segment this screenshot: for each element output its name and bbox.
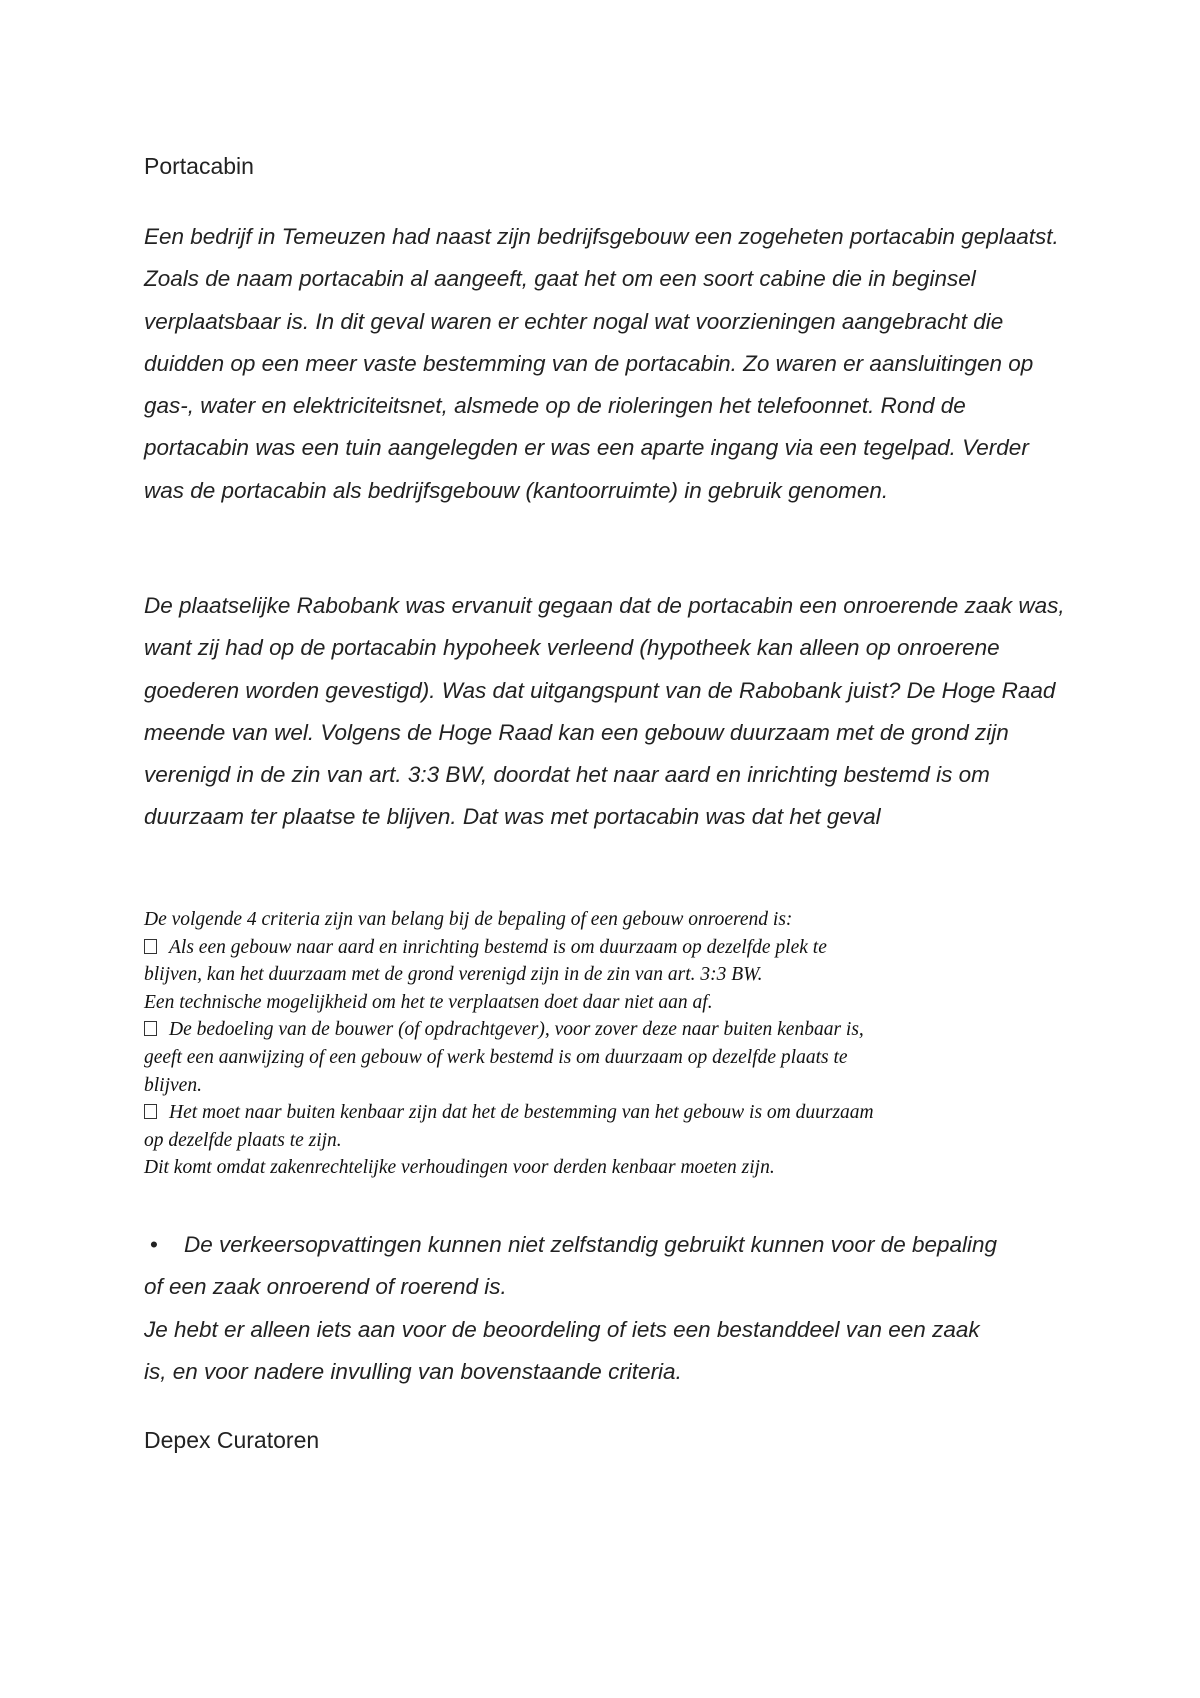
criteria-item-3-cont: Dit komt omdat zakenrechtelijke verhoudingen voor derden kenbaar moeten zijn. <box>144 1157 775 1179</box>
criteria-item-3: Het moet naar buiten kenbaar zijn dat het de bestemming van het gebouw is om duurzaam <box>144 1099 1074 1127</box>
bullet-item: • De verkeersopvattingen kunnen niet zelfstandig gebruikt kunnen voor de bepaling <box>144 1224 1074 1266</box>
criteria-item-1-cont: blijven, kan het duurzaam met de grond verenigd zijn in de zin van art. 3:3 BW. <box>144 964 763 986</box>
bullet-item-cont: is, en voor nadere invulling van bovenstaande criteria. <box>144 1358 682 1384</box>
checkbox-glyph-icon <box>144 939 157 954</box>
bullet-block <box>144 1224 1074 1393</box>
criteria-intro: De volgende 4 criteria zijn van belang bij de bepaling of een gebouw onroerend is: <box>144 909 793 930</box>
bullet-item-cont: Je hebt er alleen iets aan voor de beoordeling of iets een bestanddeel van een zaak <box>144 1316 980 1342</box>
checkbox-glyph-icon <box>144 1021 157 1036</box>
criteria-item-2: De bedoeling van de bouwer (of opdrachtgever), voor zover deze naar buiten kenbaar is, <box>144 1016 1074 1044</box>
signature: Depex Curatoren <box>144 1427 320 1453</box>
criteria-item-3-cont: op dezelfde plaats te zijn. <box>144 1129 342 1151</box>
checkbox-glyph-icon <box>144 1104 157 1119</box>
bullet-icon: • <box>150 1232 158 1257</box>
bullet-item-cont: of een zaak onroerend of roerend is. <box>144 1274 507 1300</box>
paragraph-rabobank-ruling: De plaatselijke Rabobank was ervanuit gegaan dat de portacabin een onroerende zaak was, want zij had op de portacabin hypoheek verleend (hypotheek kan alleen op onroerene goederen worden gevestigd). Was dat uitgangspunt van de Rabobank juist? De Hoge Raad meende van wel. Volgens de Hoge Raad kan een gebouw duurzaam met de grond zijn verenigd in de zin van art. 3:3 BW, doordat het naar aard en inrichting bestemd is om duurzaam ter plaatse te blijven. Dat was met portacabin was dat het geval <box>144 593 1065 830</box>
criteria-item-2-cont: geeft een aanwijzing of een gebouw of werk bestemd is om duurzaam op dezelfde plaats te <box>144 1046 848 1068</box>
criteria-item-1-cont: Een technische mogelijkheid om het te verplaatsen doet daar niet aan af. <box>144 991 713 1013</box>
criteria-item-1: Als een gebouw naar aard en inrichting bestemd is om duurzaam op dezelfde plek te <box>144 934 1074 962</box>
criteria-block <box>144 906 1074 1182</box>
criteria-item-2-cont: blijven. <box>144 1074 202 1096</box>
document-title: Portacabin <box>144 153 254 179</box>
paragraph-portacabin-description: Een bedrijf in Temeuzen had naast zijn bedrijfsgebouw een zogeheten portacabin geplaatst. Zoals de naam portacabin al aangeeft, gaat het om een soort cabine die in beginsel verplaatsbaar is. In dit geval waren er echter nogal wat voorzieningen aangebracht die duidden op een meer vaste bestemming van de portacabin. Zo waren er aansluitingen op gas-, water en elektriciteitsnet, alsmede op de rioleringen het telefoonnet. Rond de portacabin was een tuin aangelegden er was een aparte ingang via een tegelpad. Verder was de portacabin als bedrijfsgebouw (kantoorruimte) in gebruik genomen. <box>144 224 1059 503</box>
